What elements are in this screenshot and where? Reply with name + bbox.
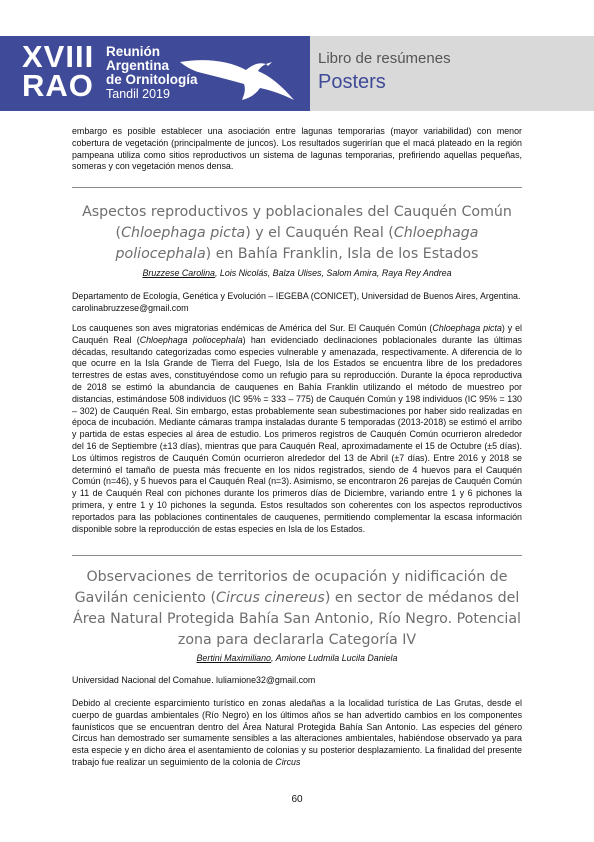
- event-logo-mark: [22, 39, 95, 103]
- co-authors: , Lois Nicolás, Balza Ulises, Salom Amira, Raya Rey Andrea: [214, 268, 452, 278]
- abstract-body-text: Los cauquenes son aves migratorias endémicas de América del Sur. El Cauquén Común (Chloephaga picta) y el Cauquén Real (Chloephaga poliocephala) han evidenciado declinaciones poblacionales durante las últimas décadas, resultando categorizadas como especies vulnerable y amenazada, respectivamente. A diferencia de lo que ocurre en la Isla Grande de Tierra del Fuego, Isla de los Estados se encuentra libre de los predadores terrestres de estas aves, constituyéndose como un refugio para su reproducción. Durante la época reproductiva de 2018 se estimó la abundancia de cauquenes en Bahía Franklin utilizando el método de muestreo por distancias, estimándose 508 individuos (IC 95% = 333 – 775) de Cauquén Común y 198 individuos (IC 95% = 130 – 302) de Cauquén Real. Sin embargo, estas probablemente sean subestimaciones por haber sido realizadas en época de incubación. Mediante cámaras trampa instaladas durante 5 temporadas (2013-2018) se estimó el arribo y partida de estas especies al área de estudio. Los primeros registros de Cauquén Común ocurrieron alrededor del 16 de Septiembre (±13 días), mientras que para Cauquén Real, aproximadamente el 15 de Octubre (±5 días). Los últimos registros de Cauquén Común ocurrieron alrededor del 13 de Abril (±7 días). Entre 2016 y 2018 se determinó el tamaño de puesta más frecuente en los nidos registrados, siendo de 4 huevos para el Cauquén Común (n=46), y 5 huevos para el Cauquén Real (n=3). Asimismo, se encontraron 26 parejas de Cauquén Común y 11 de Cauquén Real con pichones durante los primeros días de Diciembre, variando entre 1 y 6 pichones la primera, y entre 1 y 10 pichones la segunda. Estos resultados son coherentes con los aspectos reproductivos reportados para las poblaciones continentales de cauquenes, permitiendo complementar la escasa información disponible sobre la reproducción de estas especies en Isla de los Estados.: [72, 323, 523, 534]
- section-divider: [72, 555, 522, 556]
- first-author: Bertini Maximiliano: [196, 653, 271, 663]
- event-name-line2: Argentina: [106, 58, 170, 73]
- abstract-body: [72, 698, 522, 769]
- event-place: Tandil 2019: [106, 87, 170, 101]
- abstract-body: [72, 323, 522, 535]
- edition-number: XVIII: [22, 39, 95, 74]
- abstract-authors: [72, 268, 522, 278]
- abstract-body-text: Debido al creciente esparcimiento turístico en zonas aledañas a la localidad turística de Las Grutas, desde el cuerpo de guardas ambientales (Río Negro) en los últimos años se han advertido cambios en los componentes faunísticos que se encuentran dentro del Área Natural Protegida Bahía San Antonio. Las especies del género Circus han demostrado ser sumamente sensibles a las alteraciones ambientales, habiéndose observado ya para esta especie y en dicho área el asentamiento de colonias y su posterior desplazamiento. La finalidad del presente trabajo fue realizar un seguimiento de la colonia de Circus: [72, 698, 522, 767]
- abstract-title: Observaciones de territorios de ocupación y nidificación de Gavilán ceniciento (Circus cinereus) en sector de médanos del Área Natural Protegida Bahía San Antonio, Río Negro. Potencial zona para declararla Categoría IV: [73, 569, 521, 648]
- abstract-affiliation: Universidad Nacional del Comahue. luliamione32@gmail.com: [72, 675, 316, 685]
- abstract-authors: [72, 653, 522, 663]
- abstract-title: Aspectos reproductivos y poblacionales del Cauquén Común (Chloephaga picta) y el Cauquén Real (Chloephaga poliocephala) en Bahía Franklin, Isla de los Estados: [82, 204, 512, 262]
- event-logo-panel: [0, 36, 310, 111]
- header-banner: [0, 36, 594, 111]
- co-authors: , Amione Ludmila Lucila Daniela: [271, 653, 398, 663]
- event-name-line1: Reunión: [106, 44, 160, 59]
- bird-logo-icon: [178, 40, 298, 108]
- book-section: Posters: [318, 71, 386, 93]
- previous-abstract-tail: [72, 126, 522, 173]
- book-title: Libro de resúmenes: [318, 50, 451, 67]
- page-number: 60: [291, 794, 303, 805]
- event-acronym: RAO: [22, 68, 94, 103]
- book-info-panel: [310, 36, 594, 111]
- first-author: Bruzzese Carolina: [142, 268, 215, 278]
- previous-abstract-text: embargo es posible establecer una asociación entre lagunas temporarias (mayor variabilidad) con menor cobertura de vegetación (principalmente de juncos). Los resultados sugerirían que el macá plateado en la región pampeana utiliza como sitios reproductivos un sistema de lagunas temporarias, prefiriendo aquellas pequeñas, someras y con vegetación menos densa.: [72, 126, 522, 172]
- event-name-line3: de Ornitología: [106, 72, 198, 87]
- abstract-affiliation: Departamento de Ecología, Genética y Evolución – IEGEBA (CONICET), Universidad de Buenos Aires, Argentina. carolinabruzzese@gmail.com: [72, 291, 521, 313]
- section-divider: [72, 187, 522, 188]
